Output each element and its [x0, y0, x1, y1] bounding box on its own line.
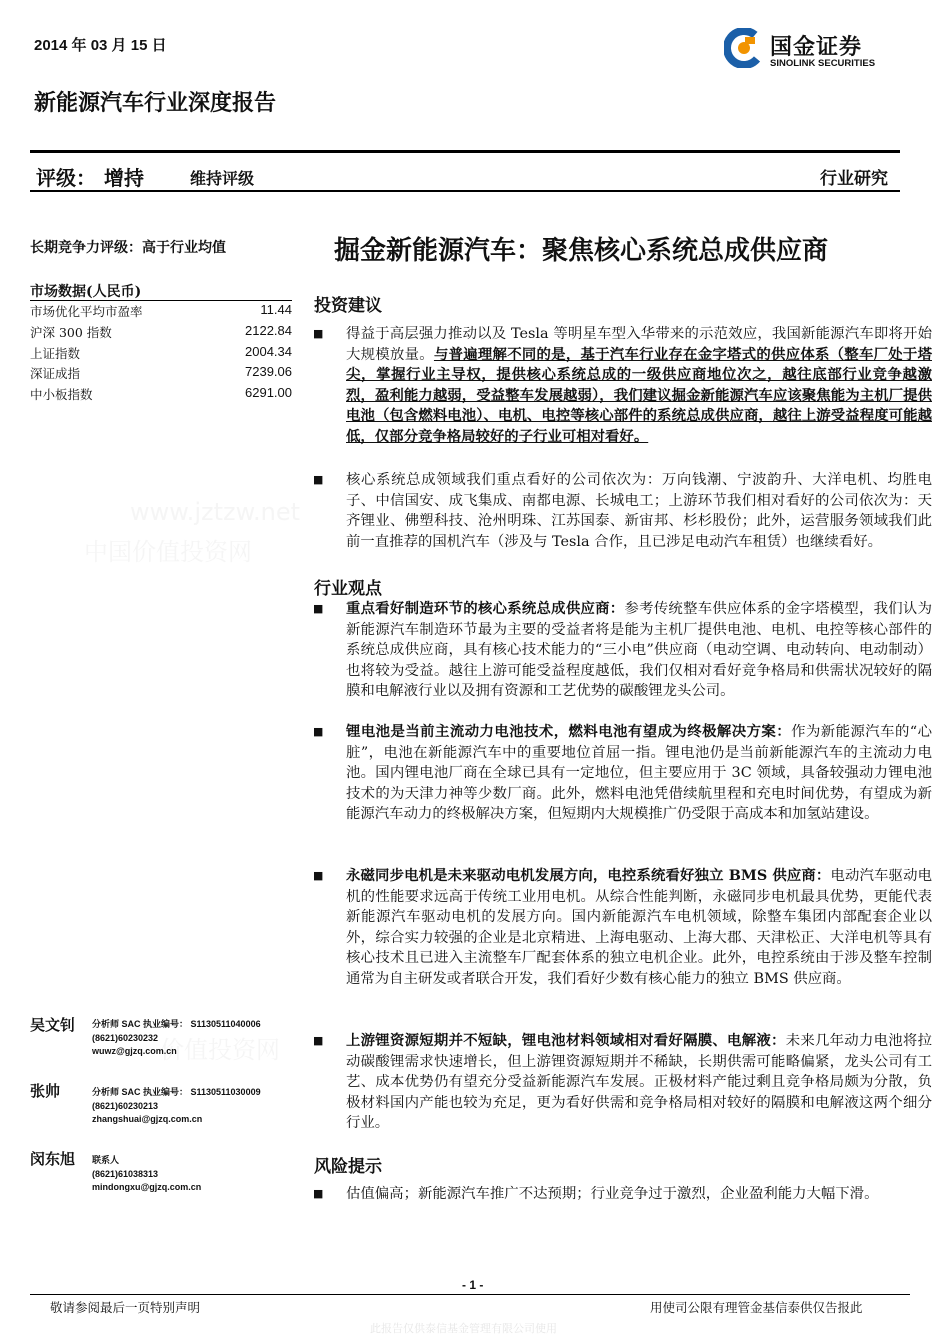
watermark-text: 中国价值投资网	[84, 538, 252, 566]
investment-text-plain: 得益于高层强力推动以及 Tesla 等明星车型入华带来的示范效应，我国新能源汽车即将开始大规模放量。	[346, 326, 932, 363]
view-text: 作为新能源汽车的“心脏”，电池在新能源汽车中的重要地位首屈一指。锂电池仍是当前新能源汽车的主流动力电池。国内锂电池厂商在全球已具有一定地位，但主要应用于 3C 领域，具备较强动力锂电池技术的为天津力神等少数厂商。此外，燃料电池凭借续航里程和充电时间优势，有望成为新能源汽车动力的终极解决方案，但短期内大规模推广仍受限于高成本和加氢站建设。	[346, 724, 932, 823]
risk-bullet	[313, 1184, 906, 1205]
bullet-square-icon: ■	[313, 602, 324, 615]
market-data-title: 市场数据(人民币)	[30, 284, 142, 300]
industry-research-label: 行业研究	[820, 169, 888, 189]
watermark-url: www.jztzw.net	[130, 498, 301, 526]
market-value: 7239.06	[245, 364, 292, 380]
market-row	[30, 385, 292, 406]
industry-view-bullet	[313, 599, 932, 702]
analyst-name: 张帅	[30, 1082, 61, 1100]
view-lead: 锂电池是当前主流动力电池技术，燃料电池有望成为终极解决方案：	[346, 723, 792, 740]
market-row	[30, 302, 292, 323]
market-label: 深证成指	[30, 366, 81, 382]
report-date: 2014 年 03 月 15 日	[34, 37, 167, 54]
market-value: 2004.34	[245, 343, 292, 359]
analyst-phone: (8621)61038313	[92, 1168, 159, 1179]
competitiveness-rating: 长期竞争力评级：高于行业均值	[30, 240, 226, 256]
market-value: 6291.00	[245, 385, 292, 401]
bullet-square-icon: ■	[313, 327, 324, 340]
industry-view-bullet	[313, 1031, 932, 1134]
footer-disclaimer: 敬请参阅最后一页特别声明	[50, 1300, 201, 1315]
analyst-contact	[92, 1154, 201, 1195]
industry-view-bullet	[313, 866, 932, 990]
analyst-role: 联系人	[92, 1155, 120, 1165]
investment-text-companies: 核心系统总成领域我们重点看好的公司依次为：万向钱潮、宁波韵升、大洋电机、均胜电子、中信国安、成飞集成、南都电源、长城电工；上游环节我们相对看好的公司依次为：天齐锂业、佛塑科技、沧州明珠、江苏国泰、新宙邦、杉杉股份；此外，运营服务领域我们此前一直推荐的国机汽车（涉及与 Tesla 合作，且已涉足电动汽车租赁）也继续看好。	[346, 472, 932, 550]
market-data-table	[30, 302, 292, 406]
market-row	[30, 364, 292, 385]
market-value: 11.44	[260, 302, 292, 317]
watermark-text: 价值投资网	[160, 1036, 280, 1064]
analyst-phone: (8621)60230213	[92, 1100, 159, 1111]
header-rule-top	[30, 150, 900, 153]
view-lead: 上游锂资源短期并不短缺，锂电池材料领域相对看好隔膜、电解液：	[346, 1032, 786, 1049]
analyst-sac: 分析师 SAC 执业编号： S1130511030009	[92, 1087, 261, 1097]
investment-text-underlined: 与普遍理解不同的是，基于汽车行业存在金字塔式的供应体系（整车厂处于塔尖，掌握行业主导权，提供核心系统总成的一级供应商地位次之，越往底部行业竞争越激烈，盈利能力越弱，受益整车发展越弱），我们建议掘金新能源汽车应该聚焦能为主机厂提供电池（包含燃料电池）、电机、电控等核心部件的系统总成供应商，越往上游受益程度可能越低，仅部分竞争格局较好的子行业可相对看好。	[346, 345, 932, 445]
market-row	[30, 323, 292, 344]
view-lead: 重点看好制造环节的核心系统总成供应商：	[346, 600, 625, 617]
rating-label: 评级：	[36, 166, 96, 190]
investment-bullet	[313, 324, 932, 448]
investment-bullet	[313, 470, 932, 552]
footer-rule	[30, 1294, 910, 1295]
view-lead: 永磁同步电机是未来驱动电机发展方向，电控系统看好独立 BMS 供应商：	[346, 867, 831, 884]
market-label: 上证指数	[30, 345, 81, 361]
risk-heading: 风险提示	[314, 1157, 382, 1177]
header-rule-bottom	[30, 190, 900, 192]
logo-name-en: SINOLINK SECURITIES	[770, 58, 876, 69]
market-value: 2122.84	[245, 322, 292, 338]
view-text: 参考传统整车供应体系的金字塔模型，我们认为新能源汽车制造环节最为主要的受益者将是能为主机厂提供电池、电机、电控等核心部件的系统总成供应商，具有核心技术能力的“三小电”供应商（电动空调、电动转向、电动制动）也将较为受益。越往上游可能受益程度越低，我们仅相对看好竞争格局和供需状况较好的隔膜和电解液行业以及拥有资源和工艺优势的碳酸锂龙头公司。	[346, 601, 932, 700]
rating	[36, 162, 144, 191]
main-title: 掘金新能源汽车：聚焦核心系统总成供应商	[334, 236, 829, 266]
analyst-phone: (8621)60230232	[92, 1032, 159, 1043]
market-label: 市场优化平均市盈率	[30, 304, 143, 319]
analyst-name: 吴文钊	[30, 1016, 76, 1034]
analyst-sac: 分析师 SAC 执业编号： S1130511040006	[92, 1019, 261, 1029]
page-number: - 1 -	[462, 1278, 484, 1292]
investment-heading: 投资建议	[314, 296, 382, 316]
sinolink-logo-icon	[724, 28, 764, 68]
analyst-contact	[92, 1086, 261, 1127]
bullet-square-icon: ■	[313, 473, 324, 486]
analyst-email[interactable]: wuwz@gjzq.com.cn	[92, 1046, 177, 1056]
rating-value: 增持	[104, 166, 144, 190]
market-label: 中小板指数	[30, 387, 93, 403]
market-table-rule-top	[30, 300, 292, 301]
report-type-title: 新能源汽车行业深度报告	[34, 90, 277, 116]
bullet-square-icon: ■	[313, 869, 324, 882]
view-text: 电动汽车驱动电机的性能要求远高于传统工业用电机。从综合性能判断，永磁同步电机最具优势，更能代表新能源汽车驱动电机的发展方向。国内新能源汽车电机领域，除整车集团内部配套企业以外，综合实力较强的企业是北京精进、上海电驱动、上海大郡、天津松正、大洋电机等具有核心技术且已进入主流整车厂配套体系的独立电机企业。此外，电控系统由于涉及整车控制通常为自主研发或者联合开发，我们看好少数有核心能力的独立 BMS 供应商。	[346, 868, 932, 987]
bullet-square-icon: ■	[313, 1034, 324, 1047]
industry-views-heading: 行业观点	[314, 579, 382, 599]
footer-usage-note: 用使司公限有理管金基信泰供仅告报此	[650, 1300, 863, 1315]
market-label: 沪深 300 指数	[30, 324, 112, 340]
risk-text: 估值偏高；新能源汽车推广不达预期；行业竞争过于激烈，企业盈利能力大幅下滑。	[346, 1186, 879, 1202]
rating-action: 维持评级	[190, 169, 255, 188]
company-logo	[724, 28, 904, 76]
analyst-email[interactable]: zhangshuai@gjzq.com.cn	[92, 1114, 203, 1124]
industry-view-bullet	[313, 722, 932, 825]
logo-name-cn: 国金证券	[770, 35, 863, 60]
view-text: 未来几年动力电池将拉动碳酸锂需求快速增长，但上游锂资源短期并不稀缺，长期供需可能略偏紧，龙头公司有工艺、成本优势仍有望充分受益新能源汽车发展。正极材料产能过剩且竞争格局颇为分散，负极材料国内产能也较为充足，更为看好供需和竞争格局相对较好的隔膜和电解液这两个细分行业。	[346, 1033, 932, 1132]
analyst-name: 闵东旭	[30, 1150, 76, 1168]
footer-faint-watermark: 此报告仅供泰信基金管理有限公司使用	[370, 1322, 557, 1335]
market-row	[30, 344, 292, 365]
bullet-square-icon: ■	[313, 725, 324, 738]
bullet-square-icon: ■	[313, 1187, 324, 1200]
analyst-email[interactable]: mindongxu@gjzq.com.cn	[92, 1182, 202, 1192]
